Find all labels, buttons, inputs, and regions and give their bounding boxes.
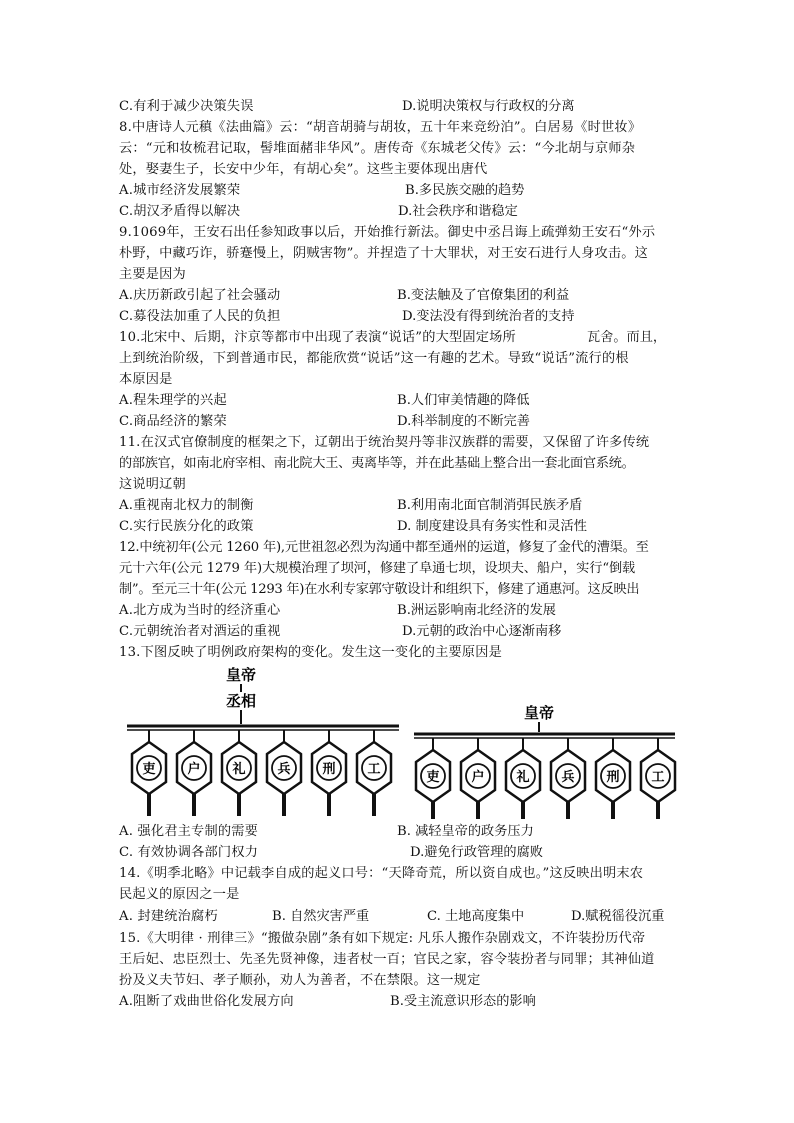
left-ministry-6 [357, 730, 391, 816]
q9-option-d: D.变法没有得到统治者的支持 [402, 309, 575, 324]
left-ministry-label: 吏 [142, 762, 156, 777]
q7-option-d: D.说明决策权与行政权的分离 [402, 99, 575, 114]
q12-option-a: A.北方成为当时的经济重心 [119, 603, 281, 618]
q15-stem-line3: 扮及义夫节妇、孝子顺孙，劝人为善者，不在禁限。这一规定 [119, 973, 481, 988]
q12-option-c: C.元朝统治者对酒运的重视 [119, 624, 281, 639]
left-ministries [132, 730, 391, 816]
q13-option-a: A. 强化君主专制的需要 [119, 824, 258, 839]
q8-option-b: B.多民族交融的趋势 [405, 183, 525, 198]
left-chancellor-label: 丞相 [225, 692, 257, 710]
q10-option-a: A.程朱理学的兴起 [119, 393, 227, 408]
q12-stem-line2: 元十六年(公元 1279 年)大规模治理了坝河，修建了阜通七坝，设坝夫、船户，实行“倒载 [119, 561, 636, 576]
right-ministries [416, 738, 675, 819]
q11-option-a: A.重视南北权力的制衡 [119, 498, 254, 513]
q12-option-d: D.元朝的政治中心逐渐南移 [402, 624, 562, 639]
q12-stem-line3: 制”。至元三十年(公元 1293 年)在水利专家郭守敬设计和组织下，修建了通惠河。这反映出 [119, 582, 640, 597]
q10-stem-line1-tail: 瓦舍。而且， [587, 330, 667, 345]
q11-option-b: B.利用南北面官制消弭民族矛盾 [397, 498, 583, 513]
right-ministry-label: 户 [471, 770, 485, 785]
q14-option-d: D.赋税徭役沉重 [571, 909, 665, 924]
q8-stem-line1: 8.中唐诗人元稹《法曲篇》云：“胡音胡骑与胡妆，五十年来竞纷泊”。白居易《时世妆》 [119, 120, 642, 135]
q14-stem-line2: 民起义的原因之一是 [119, 887, 240, 902]
q10-stem-line3: 本原因是 [119, 372, 173, 387]
q8-option-a: A.城市经济发展繁荣 [119, 183, 241, 198]
left-ministry-4 [267, 730, 301, 816]
q8-stem-line2: 云：“元和妆梳君记取，髻堆面赭非华风”。唐传奇《东城老父传》云：“今北胡与京师杂 [119, 141, 636, 156]
left-ministry-5 [312, 730, 346, 816]
left-emperor-label: 皇帝 [225, 666, 257, 684]
q8-option-d: D.社会秩序和谐稳定 [398, 204, 518, 219]
left-structure [127, 666, 399, 730]
government-structure-diagram [119, 664, 679, 819]
right-ministry-label: 礼 [516, 770, 530, 785]
q13-option-c: C. 有效协调各部门权力 [119, 845, 259, 860]
q11-stem-line2: 的部族官，如南北府宰相、南北院大王、夷离毕等，并在此基础上整合出一套北面官系统。 [119, 456, 635, 471]
right-structure [414, 704, 675, 738]
q15-option-b: B.受主流意识形态的影响 [390, 994, 536, 1009]
left-ministry-3 [222, 730, 256, 816]
right-ministry-5 [596, 738, 630, 819]
q14-option-c: C. 土地高度集中 [427, 909, 525, 924]
q15-option-a: A.阻断了戏曲世俗化发展方向 [119, 994, 294, 1009]
right-ministry-3 [506, 738, 540, 819]
right-ministry-2 [461, 738, 495, 819]
right-ministry-6 [641, 738, 675, 819]
left-ministry-label: 礼 [232, 762, 246, 777]
q14-option-b: B. 自然灾害严重 [272, 909, 370, 924]
q9-option-c: C.募役法加重了人民的负担 [119, 309, 281, 324]
q10-stem-line2: 上到统治阶级，下到普通市民，都能欣赏“说话”这一有趣的艺术。导致“说话”流行的根 [119, 351, 629, 366]
q8-option-c: C.胡汉矛盾得以解决 [119, 204, 241, 219]
q10-option-b: B.人们审美情趣的降低 [397, 393, 530, 408]
q12-option-b: B.洲运影响南北经济的发展 [397, 603, 556, 618]
q10-option-d: D.科举制度的不断完善 [397, 414, 530, 429]
right-ministry-label: 兵 [561, 770, 575, 785]
q8-stem-line3: 处，娶妻生子，长安中少年，有胡心矣”。这些主要体现出唐代 [119, 162, 488, 177]
left-ministry-2 [177, 730, 211, 816]
q10-stem-line1: 10.北宋中、后期，汴京等都市中出现了表演“说话”的大型固定场所 [119, 330, 516, 345]
right-ministry-1 [416, 738, 450, 819]
q11-option-d: D. 制度建设具有务实性和灵活性 [397, 519, 587, 534]
q15-stem-line1: 15.《大明律 · 刑律三》“搬做杂剧”条有如下规定: 凡乐人搬作杂剧戏文，不许装扮历代帝 [119, 931, 646, 946]
left-ministry-label: 兵 [277, 762, 291, 777]
q9-option-a: A.庆历新政引起了社会骚动 [119, 288, 281, 303]
q11-stem-line1: 11.在汉式官僚制度的框架之下，辽朝出于统治契丹等非汉族群的需要，又保留了许多传统 [119, 435, 650, 450]
q9-stem-line1: 9.1069年，王安石出任参知政事以后，开始推行新法。御史中丞吕诲上疏弹劾王安石“外示 [119, 225, 656, 240]
q9-option-b: B.变法触及了官僚集团的利益 [397, 288, 570, 303]
q10-option-c: C.商品经济的繁荣 [119, 414, 227, 429]
right-ministry-label: 工 [651, 770, 665, 785]
q14-option-a: A. 封建统治腐朽 [119, 909, 218, 924]
q14-stem-line1: 14.《明季北略》中记载李自成的起义口号：“天降奇荒，所以资自成也。”这反映出明末农 [119, 866, 644, 881]
left-ministry-label: 刑 [322, 762, 336, 777]
q7-option-c: C.有利于减少决策失误 [119, 99, 254, 114]
q13-option-b: B. 减轻皇帝的政务压力 [397, 824, 534, 839]
left-ministry-1 [132, 730, 166, 816]
left-ministry-label: 工 [367, 762, 381, 777]
q11-stem-line3: 这说明辽朝 [119, 477, 186, 492]
right-ministry-label: 吏 [426, 770, 440, 785]
right-ministry-4 [551, 738, 585, 819]
q9-stem-line2: 朴野，中藏巧诈，骄蹇慢上，阴贼害物”。并捏造了十大罪状，对王安石进行人身攻击。这 [119, 246, 649, 261]
q13-stem-line1: 13.下图反映了明例政府架构的变化。发生这一变化的主要原因是 [119, 645, 503, 660]
right-ministry-label: 刑 [606, 770, 620, 785]
left-ministry-label: 户 [187, 762, 201, 777]
q12-stem-line1: 12.中统初年(公元 1260 年),元世祖忽必烈为沟通中都至通州的运道，修复了金代的漕渠。至 [119, 540, 649, 555]
q15-stem-line2: 王后妃、忠臣烈士、先圣先贤神像，违者杖一百；官民之家，容令装扮者与同罪；其神仙道 [119, 952, 655, 967]
q11-option-c: C.实行民族分化的政策 [119, 519, 254, 534]
right-emperor-label: 皇帝 [523, 704, 555, 722]
q9-stem-line3: 主要是因为 [119, 267, 186, 282]
q13-option-d: D.避免行政管理的腐败 [410, 845, 543, 860]
